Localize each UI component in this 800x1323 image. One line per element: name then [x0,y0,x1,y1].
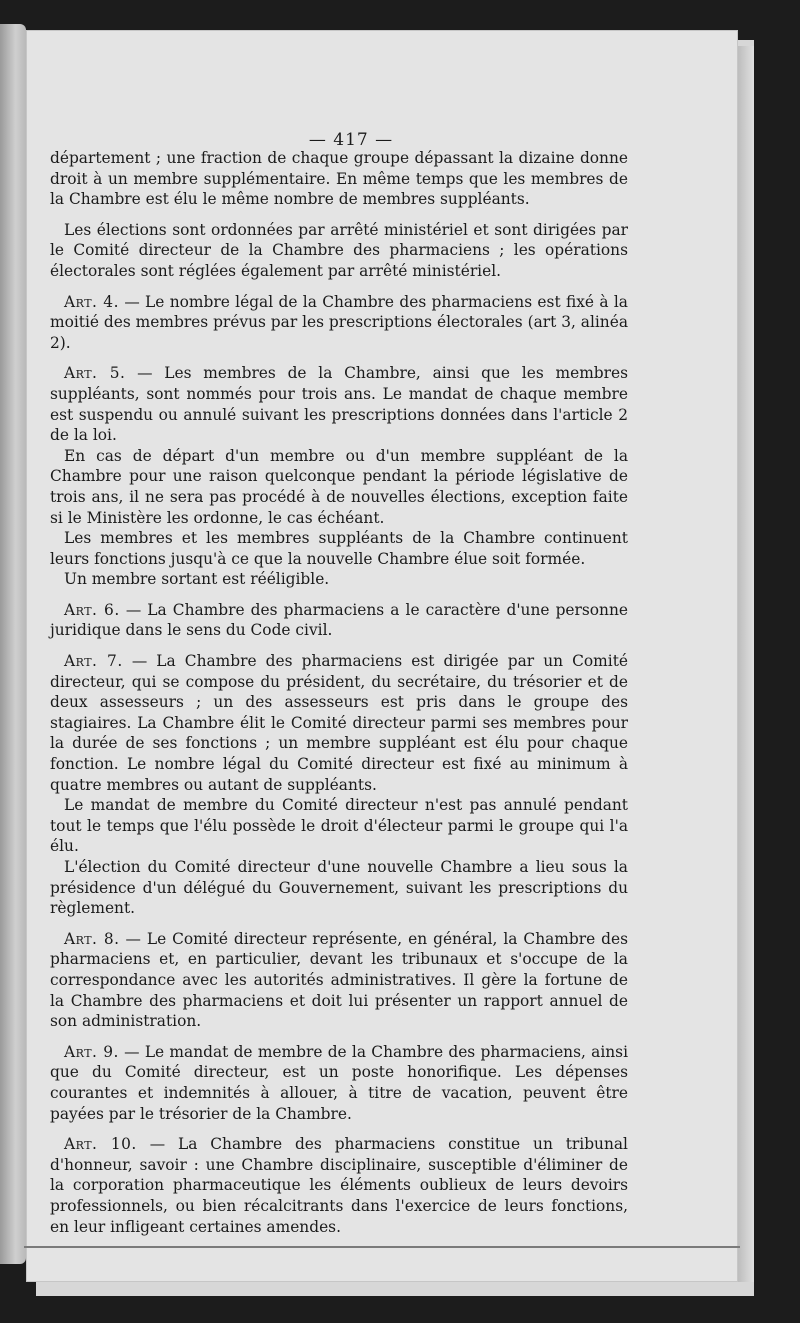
article-paragraph [50,292,628,354]
paragraph-text: département ; une fraction de chaque groupe dépassant la dizaine donne droit à un membre supplémentaire. En même temps que les membres de la Chambre est élu le même nombre de membres suppléants. [50,149,628,209]
paragraph-text: Les élections sont ordonnées par arrêté ministériel et sont dirigées par le Comité directeur de la Chambre des pharmaciens ; les opérations électorales sont réglées également par arrêté ministériel. [50,220,628,280]
paragraph [50,446,628,528]
page-content [50,130,628,1247]
article-paragraph [50,651,628,795]
article-paragraph [50,1134,628,1237]
paragraph [50,795,628,857]
paragraph-text: — La Chambre des pharmaciens est dirigée par un Comité directeur, qui se compose du président, du secrétaire, du trésorier et de deux assesseurs ; un des assesseurs est pris dans le groupe des stagiaires. La Chambre élit le Comité directeur parmi ses membres pour la durée de ses fonctions ; un membre suppléant est élu pour chaque fonction. Le nombre légal du Comité directeur est fixé au minimum à quatre membres ou autant de suppléants. [50,652,628,794]
paragraph-text: Un membre sortant est rééligible. [64,570,330,589]
article-number: Art. 10. [64,1135,137,1154]
article-paragraph [50,929,628,1032]
paragraph [50,569,628,590]
left-page-edge [0,24,26,1264]
article-paragraph [50,363,628,445]
paragraph-text: Les membres et les membres suppléants de la Chambre continuent leurs fonctions jusqu'à ce que la nouvelle Chambre élue soit formée. [50,529,628,568]
article-number: Art. 9. [64,1042,119,1061]
article-number: Art. 6. [64,600,120,619]
paragraph [50,857,628,919]
article-number: Art. 8. [64,929,120,948]
paragraph-text: — Le Comité directeur représente, en général, la Chambre des pharmaciens et, en particulier, devant les tribunaux et s'occupe de la correspondance avec les autorités administratives. Il gère la fortune de la Chambre des pharmaciens et doit lui présenter un rapport annuel de son administration. [50,929,628,1031]
article-number: Art. 7. [64,652,123,671]
article-paragraph [50,600,628,641]
article-number: Art. 5. [64,364,126,383]
article-number: Art. 4. [64,292,119,311]
paragraph-text: L'élection du Comité directeur d'une nouvelle Chambre a lieu sous la présidence d'un délégué du Gouvernement, suivant les prescriptions du règlement. [50,858,628,918]
paragraph-text: — La Chambre des pharmaciens a le caractère d'une personne juridique dans le sens du Code civil. [50,600,628,640]
article-paragraph [50,1042,628,1124]
paragraph-text: En cas de départ d'un membre ou d'un membre suppléant de la Chambre pour une raison quelconque pendant la période législative de trois ans, il ne sera pas procédé à de nouvelles élections, exception faite si le Ministère les ordonne, le cas échéant. [50,446,628,527]
page-number: — 417 — [308,130,394,150]
paragraph-continuation [50,148,628,210]
paragraph [50,528,628,569]
paragraph-text: Le mandat de membre du Comité directeur n'est pas annulé pendant tout le temps que l'élu possède le droit d'électeur parmi le groupe qui l'a élu. [50,796,628,856]
paragraph-text: — Les membres de la Chambre, ainsi que les membres suppléants, sont nommés pour trois ans. Le mandat de chaque membre est suspendu ou annulé suivant les prescriptions données dans l'article 2 de la loi. [50,364,629,445]
paragraph-text: — Le nombre légal de la Chambre des pharmaciens est fixé à la moitié des membres prévus par les prescriptions électorales (art 3, alinéa 2). [50,292,628,352]
paragraph-text: — La Chambre des pharmaciens constitue un tribunal d'honneur, savoir : une Chambre disciplinaire, susceptible d'éliminer de la corporation pharmaceutique les éléments oublieux de leurs devoirs professionnels, ou bien récalcitrants dans l'exercice de leurs fonctions, en leur infligeant certaines amendes. [50,1135,628,1236]
paragraph [50,220,628,282]
right-page-fold [738,46,754,1282]
paragraph-text: — Le mandat de membre de la Chambre des pharmaciens, ainsi que du Comité directeur, est un poste honorifique. Les dépenses courantes et indemnités à allouer, à titre de vacation, peuvent être payées par le trésorier de la Chambre. [50,1042,628,1123]
